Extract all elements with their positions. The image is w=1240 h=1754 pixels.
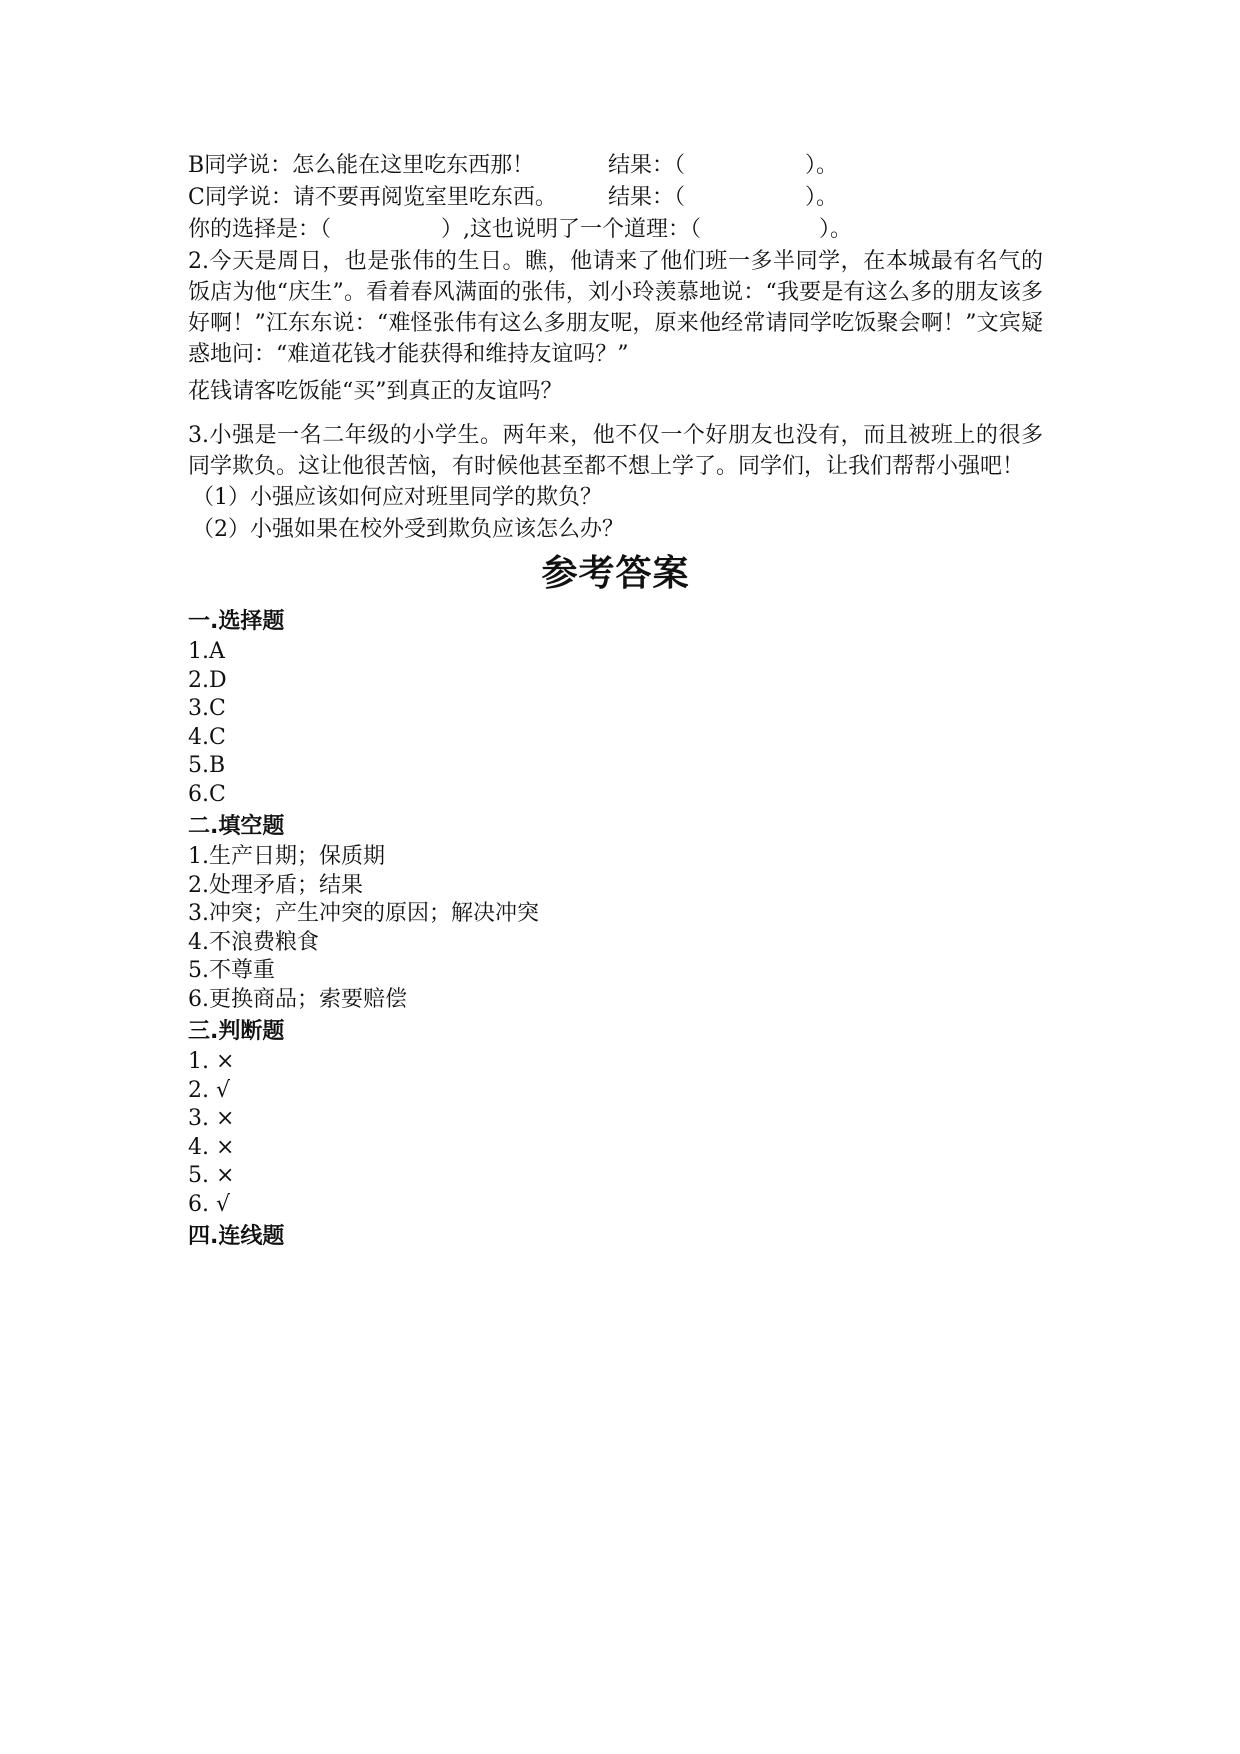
question-3-sub-2: （2）小强如果在校外受到欺负应该怎么办？ — [192, 517, 624, 542]
answer-section-match — [188, 1221, 1043, 1253]
result-blank-c — [608, 182, 838, 214]
answer-item: 3. × — [188, 1106, 235, 1131]
section-heading: 四.连线题 — [188, 1224, 285, 1249]
question-3-text: 3.小强是一名二年级的小学生。两年来，他不仅一个好朋友也没有，而且被班上的很多同学欺负。这让他很苦恼，有时候他甚至都不想上学了。同学们，让我们帮帮小强吧！ — [188, 423, 1043, 479]
section-heading: 二.填空题 — [188, 814, 285, 839]
question-line-c — [188, 182, 1043, 214]
result-close-b: ）。 — [805, 153, 839, 178]
section-heading: 三.判断题 — [188, 1019, 285, 1044]
answer-item: 4.C — [188, 724, 226, 750]
answer-item: 1.生产日期；保质期 — [188, 844, 385, 869]
question-2-prompt: 花钱请客吃饭能“买”到真正的友谊吗？ — [188, 379, 563, 404]
choice-prefix: 你的选择是：（ — [188, 217, 332, 242]
answer-item: 1. × — [188, 1049, 235, 1074]
answer-item: 5.不尊重 — [188, 958, 275, 983]
choice-line — [188, 214, 1043, 246]
answer-item: 2. √ — [188, 1077, 231, 1103]
document-page — [188, 150, 1043, 1253]
answer-item: 5. × — [188, 1163, 235, 1188]
answer-item: 3.C — [188, 696, 226, 721]
section-heading: 一.选择题 — [188, 609, 285, 634]
answer-section-judge — [188, 1016, 1043, 1219]
answer-item: 6.更换商品；索要赔偿 — [188, 986, 407, 1012]
answer-item: 1.A — [188, 639, 225, 664]
statement-c: C同学说：请不要再阅览室里吃东西。 — [188, 185, 557, 210]
result-blank-b — [608, 150, 838, 182]
answer-item: 3.冲突；产生冲突的原因；解决冲突 — [188, 901, 539, 926]
answer-item: 4.不浪费粮食 — [188, 929, 319, 955]
question-line-b — [188, 150, 1043, 182]
choice-middle: ）,这也说明了一个道理：（ — [441, 217, 702, 242]
answer-item: 4. × — [188, 1134, 235, 1160]
answer-item: 6. √ — [188, 1191, 231, 1217]
result-label-b: 结果：（ — [608, 153, 686, 178]
answer-item: 2.处理矛盾；结果 — [188, 872, 363, 898]
result-label-c: 结果：（ — [608, 185, 686, 210]
question-2-text: 2.今天是周日，也是张伟的生日。瞧，他请来了他们班一多半同学，在本城最有名气的饭店为他“庆生”。看着春风满面的张伟，刘小玲羡慕地说：“我要是有这么多的朋友该多好啊！”江东东说：“难怪张伟有这么多朋友呢，原来他经常请同学吃饭聚会啊！”文宾疑惑地问：“难道花钱才能获得和维持友谊吗？” — [188, 249, 1043, 367]
choice-suffix: ）。 — [819, 217, 853, 242]
result-close-c: ）。 — [805, 185, 839, 210]
answer-section-fill — [188, 811, 1043, 1014]
answer-item: 2.D — [188, 667, 227, 693]
answer-key-title: 参考答案 — [541, 553, 690, 594]
answer-section-choice — [188, 606, 1043, 809]
question-3-sub-1: （1）小强应该如何应对班里同学的欺负？ — [192, 485, 602, 510]
answer-item: 6.C — [188, 781, 226, 807]
statement-b: B同学说：怎么能在这里吃东西那！ — [188, 153, 535, 178]
answer-item: 5.B — [188, 753, 226, 778]
